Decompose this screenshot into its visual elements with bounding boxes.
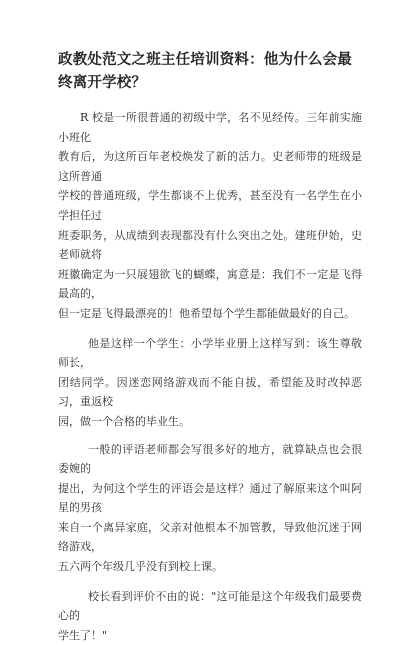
paragraph-line: 团结同学。因迷恋网络游戏而不能自拔，希望能及时改掉恶习，重返校	[58, 375, 362, 409]
paragraph-gap	[58, 577, 362, 587]
paragraph-line: 学生了！"	[58, 628, 108, 642]
paragraph-line: 班委职务，从成绩到表现都没有什么突出之处。建班伊始，史老师就将	[58, 228, 362, 262]
paragraph-line: 但一定是飞得最漂亮的！他希望每个学生都能做最好的自己。	[58, 306, 355, 320]
paragraph-line: 教育后，为这所百年老校焕发了新的活力。史老师带的班级是这所普通	[58, 150, 362, 183]
paragraph-line: 五六两个年级几乎没有到校上课。	[58, 560, 223, 574]
paragraph-line: 一般的评语老师都会写很多好的地方，就算缺点也会很委婉的	[58, 442, 362, 476]
paragraph-4	[58, 587, 362, 645]
document-body	[58, 108, 362, 645]
paragraph-line: 园，做一个合格的毕业生。	[58, 414, 190, 428]
paragraph-line: 班徽确定为一只展翅欲飞的蝴蝶，寓意是：我们不一定是飞得最高的，	[58, 267, 362, 301]
paragraph-line: 校长看到评价不由的说："这可能是这个年级我们最要费心的	[58, 589, 362, 623]
paragraph-2	[58, 334, 362, 432]
paragraph-gap	[58, 432, 362, 440]
paragraph-line: 学校的普通班级，学生都谈不上优秀，甚至没有一名学生在小学担任过	[58, 189, 362, 222]
document-title: 政教处范文之班主任培训资料：他为什么会最终离开学校？	[58, 52, 352, 91]
paragraph-1	[58, 108, 362, 324]
paragraph-line: 来自一个离异家庭，父亲对他根本不加管教，导致他沉迷于网络游戏，	[58, 520, 362, 554]
paragraph-3	[58, 440, 362, 577]
paragraph-line: R 校是一所很普通的初级中学，名不见经传。三年前实施小班化	[58, 111, 362, 144]
paragraph-gap	[58, 324, 362, 334]
paragraph-line: 他是这样一个学生：小学毕业册上这样写到：该生尊敬师长，	[58, 336, 362, 370]
paragraph-line: 提出，为何这个学生的评语会是这样？通过了解原来这个叫阿星的男孩	[58, 481, 362, 515]
